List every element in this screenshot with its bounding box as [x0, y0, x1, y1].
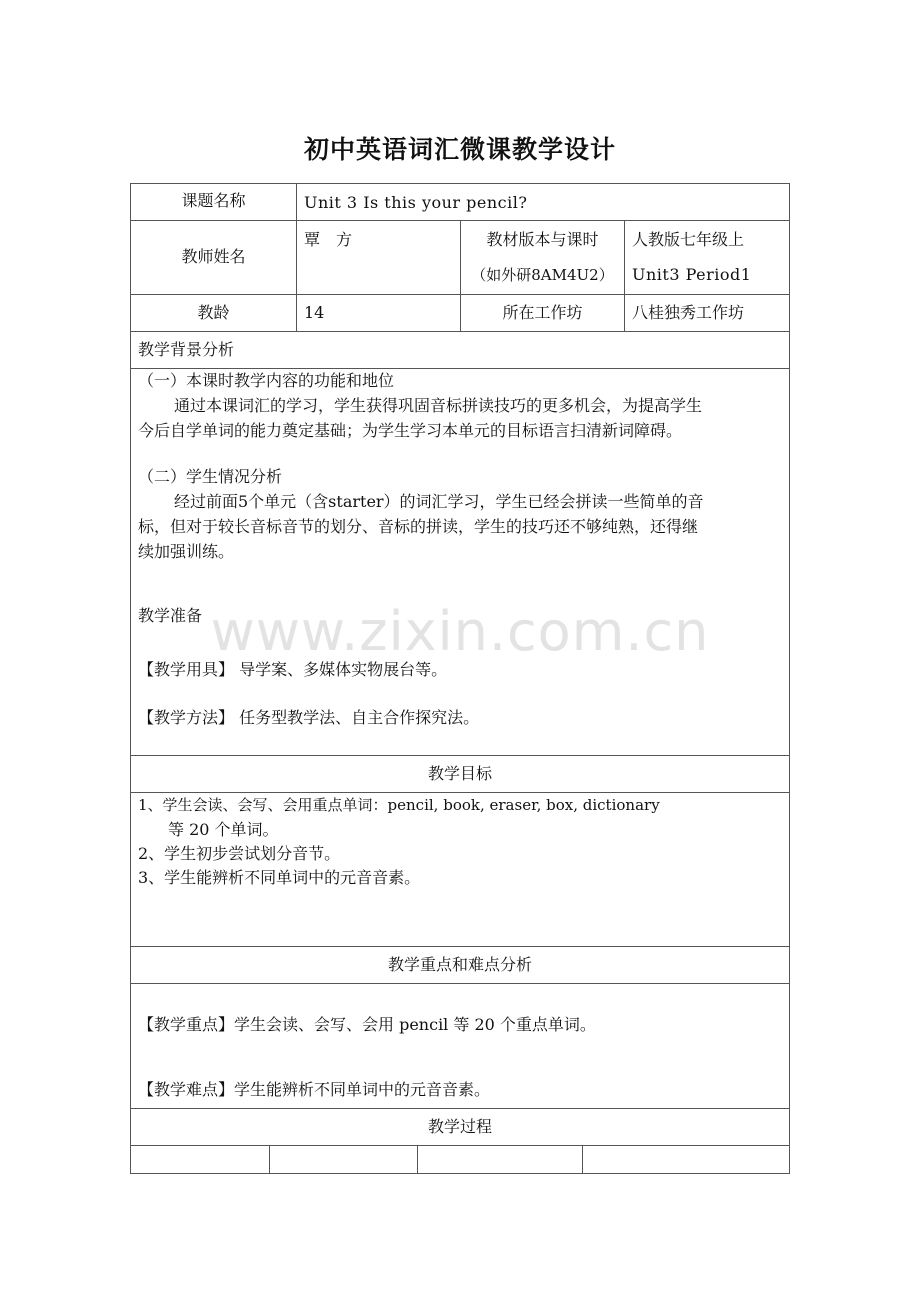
workshop-label: 所在工作坊 — [502, 303, 583, 322]
years-label: 教龄 — [197, 303, 230, 322]
workshop-value: 八桂独秀工作坊 — [632, 303, 745, 322]
process-heading: 教学过程 — [427, 1117, 492, 1136]
background-para1-line2: 今后自学单词的能力奠定基础；为学生学习本单元的目标语言扫清新词障碍。 — [138, 421, 683, 440]
difficult-point: 【教学难点】学生能辨析不同单词中的元音音素。 — [138, 1080, 491, 1099]
textbook-value-line2: Unit3 Period1 — [632, 265, 752, 284]
background-subheading-1: （一）本课时教学内容的功能和地位 — [138, 371, 395, 390]
process-cell-4 — [583, 1146, 789, 1173]
textbook-label-line1: 教材版本与课时 — [486, 230, 599, 249]
topic-value: Unit 3 Is this your pencil? — [304, 193, 528, 212]
background-para2-line2: 标，但对于较长音标音节的划分、音标的拼读，学生的技巧还不够纯熟，还得继 — [138, 517, 699, 536]
goal-item-2: 2、学生初步尝试划分音节。 — [138, 844, 341, 863]
background-para2-line3: 续加强训练。 — [138, 542, 235, 561]
teacher-label: 教师姓名 — [181, 247, 246, 266]
goal-item-1-line1: 1、学生会读、会写、会用重点单词：pencil, book, eraser, box, dictionary — [138, 796, 660, 814]
textbook-label-line2: （如外研8AM4U2） — [471, 266, 614, 284]
keypoints-heading: 教学重点和难点分析 — [387, 955, 532, 974]
background-para1-line1: 通过本课词汇的学习，学生获得巩固音标拼读技巧的更多机会，为提高学生 — [174, 396, 703, 415]
goals-heading: 教学目标 — [427, 764, 492, 783]
background-para2-line1: 经过前面5个单元（含starter）的词汇学习，学生已经会拼读一些简单的音 — [174, 492, 704, 511]
goal-item-3: 3、学生能辨析不同单词中的元音音素。 — [138, 868, 421, 887]
preparation-heading: 教学准备 — [138, 606, 203, 625]
watermark: www.zixin.com.cn — [210, 600, 710, 663]
topic-label: 课题名称 — [181, 191, 246, 210]
teaching-methods: 【教学方法】 任务型教学法、自主合作探究法。 — [138, 708, 480, 727]
document-title: 初中英语词汇微课教学设计 — [303, 135, 616, 164]
process-cell-3 — [418, 1146, 582, 1173]
teacher-value: 覃 方 — [304, 230, 353, 249]
process-cell-2 — [270, 1146, 417, 1173]
background-subheading-2: （二）学生情况分析 — [138, 467, 283, 486]
teaching-tools: 【教学用具】 导学案、多媒体实物展台等。 — [138, 660, 448, 679]
process-cell-1 — [131, 1146, 269, 1173]
years-value: 14 — [304, 303, 325, 322]
goal-item-1-line2: 等 20 个单词。 — [168, 820, 279, 839]
background-heading: 教学背景分析 — [138, 340, 235, 359]
textbook-value-line1: 人教版七年级上 — [632, 230, 745, 249]
key-point: 【教学重点】学生会读、会写、会用 pencil 等 20 个重点单词。 — [138, 1015, 596, 1034]
